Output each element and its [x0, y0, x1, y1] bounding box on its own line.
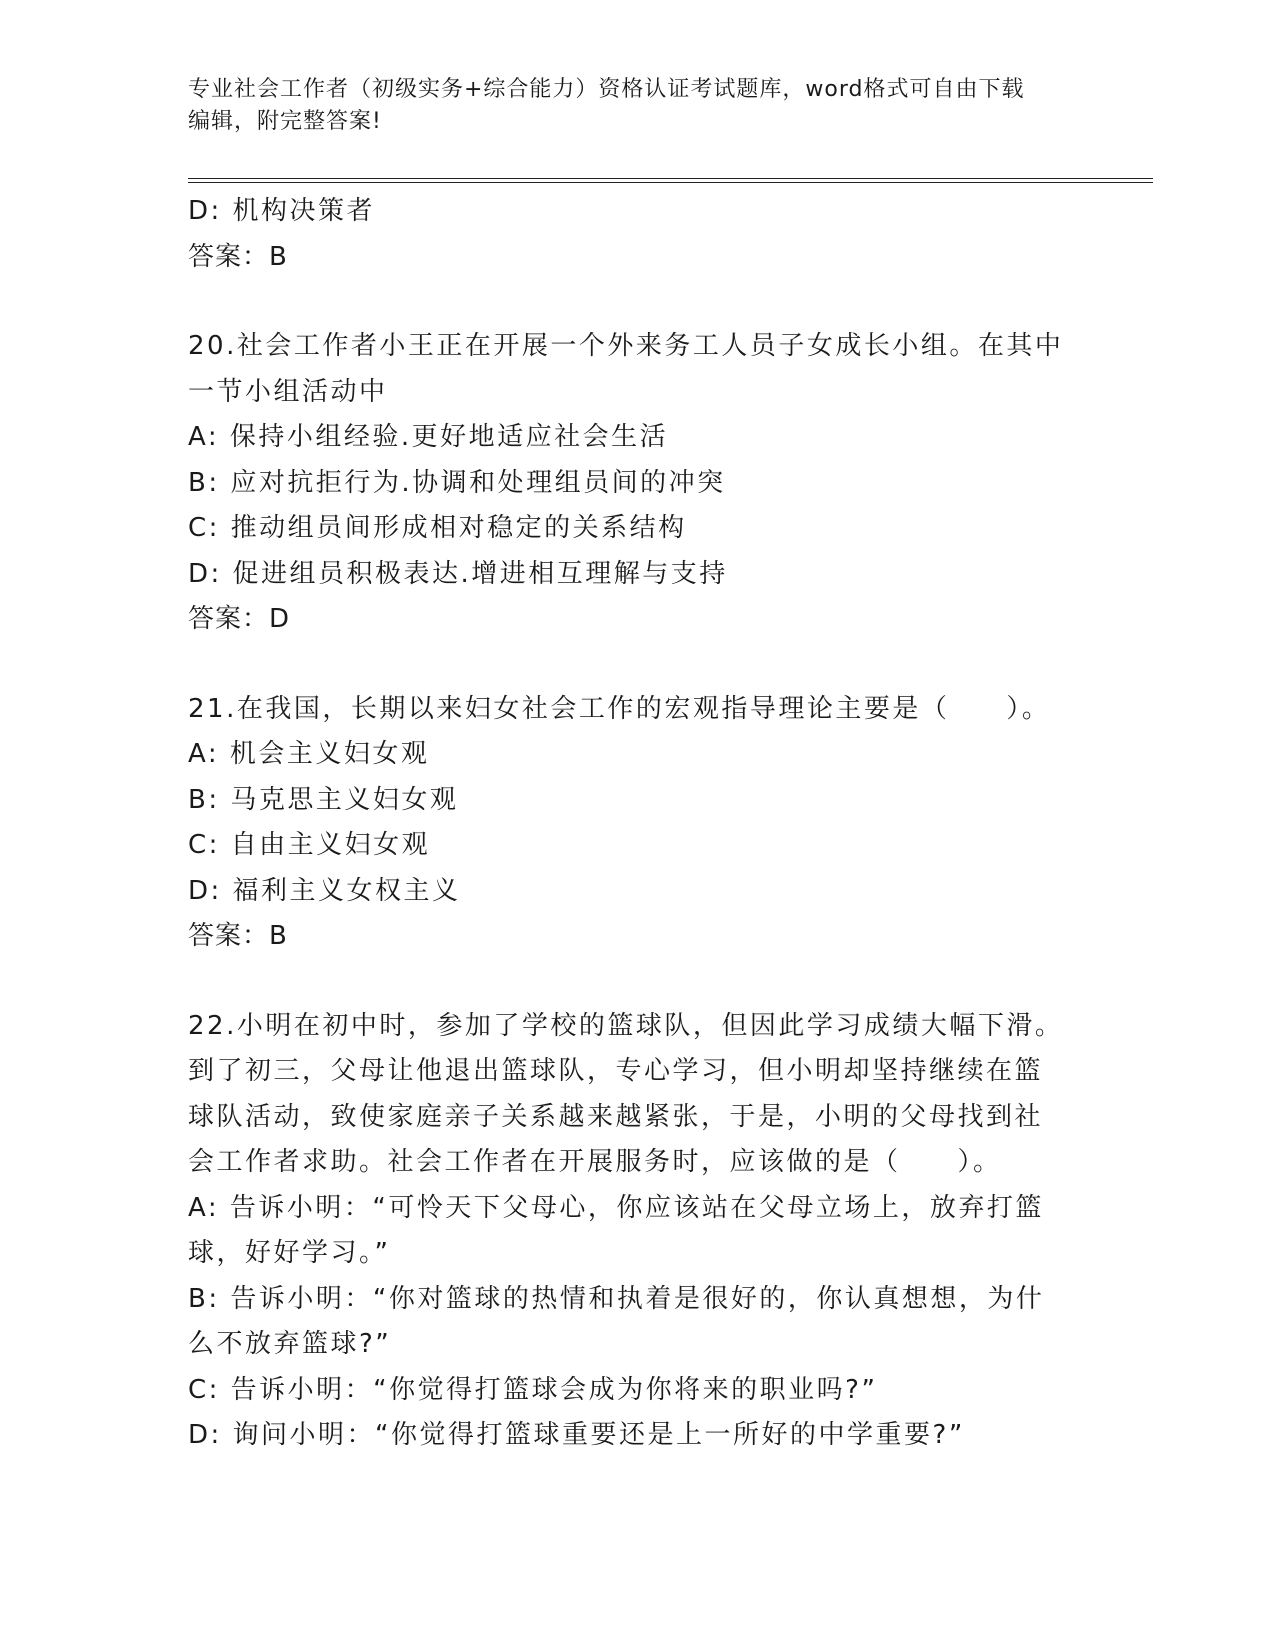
- header-line-1: 专业社会工作者（初级实务+综合能力）资格认证考试题库，word格式可自由下载: [188, 77, 1025, 102]
- option-b: B: 告诉小明：“你对篮球的热情和执着是很好的，你认真想想，为什: [188, 1283, 1045, 1314]
- question-22: [188, 1004, 1088, 1459]
- question-stem-line: 21.在我国，长期以来妇女社会工作的宏观指导理论主要是（ ）。: [188, 693, 1051, 724]
- question-20: [188, 324, 1088, 643]
- question-stem-line: 20.社会工作者小王正在开展一个外来务工人员子女成长小组。在其中: [188, 331, 1064, 361]
- question-stem-line: 会工作者求助。社会工作者在开展服务时，应该做的是（ ）。: [188, 1147, 1002, 1177]
- question-stem-line: 22.小明在初中时，参加了学校的篮球队，但因此学习成绩大幅下滑。: [188, 1010, 1064, 1041]
- option-d: D: 机构决策者: [188, 196, 376, 226]
- option-a: A: 保持小组经验.更好地适应社会生活: [188, 422, 669, 452]
- option-b: B: 马克思主义妇女观: [188, 784, 459, 815]
- question-stem-line: 一节小组活动中: [188, 376, 388, 407]
- option-c: C: 告诉小明：“你觉得打篮球会成为你将来的职业吗?”: [188, 1374, 878, 1405]
- header-divider-top: [188, 178, 1153, 179]
- option-a-continuation: 球，好好学习。”: [188, 1238, 391, 1268]
- option-c: C: 自由主义妇女观: [188, 830, 431, 860]
- option-c: C: 推动组员间形成相对稳定的关系结构: [188, 513, 687, 543]
- question-21: [188, 687, 1088, 960]
- question-stem-line: 到了初三，父母让他退出篮球队，专心学习，但小明却坚持继续在篮: [188, 1056, 1044, 1086]
- option-d: D: 福利主义女权主义: [188, 875, 461, 906]
- option-a: A: 告诉小明：“可怜天下父母心，你应该站在父母立场上，放弃打篮: [188, 1192, 1044, 1223]
- question-stem-line: 球队活动，致使家庭亲子关系越来越紧张，于是，小明的父母找到社: [188, 1101, 1044, 1132]
- option-b: B: 应对抗拒行为.协调和处理组员间的冲突: [188, 467, 726, 498]
- answer: 答案：D: [188, 604, 291, 634]
- answer: 答案：B: [188, 921, 288, 951]
- option-b-continuation: 么不放弃篮球?”: [188, 1329, 392, 1359]
- document-body: [188, 189, 1088, 1459]
- option-d: D: 促进组员积极表达.增进相互理解与支持: [188, 558, 728, 589]
- header-line-2: 编辑，附完整答案!: [188, 109, 382, 134]
- page-header: [188, 74, 1088, 138]
- header-divider-bottom: [188, 182, 1153, 183]
- option-d: D: 询问小明：“你觉得打篮球重要还是上一所好的中学重要?”: [188, 1420, 965, 1450]
- option-a: A: 机会主义妇女观: [188, 739, 430, 769]
- prev-question-tail: [188, 189, 1088, 280]
- answer: 答案：B: [188, 241, 288, 272]
